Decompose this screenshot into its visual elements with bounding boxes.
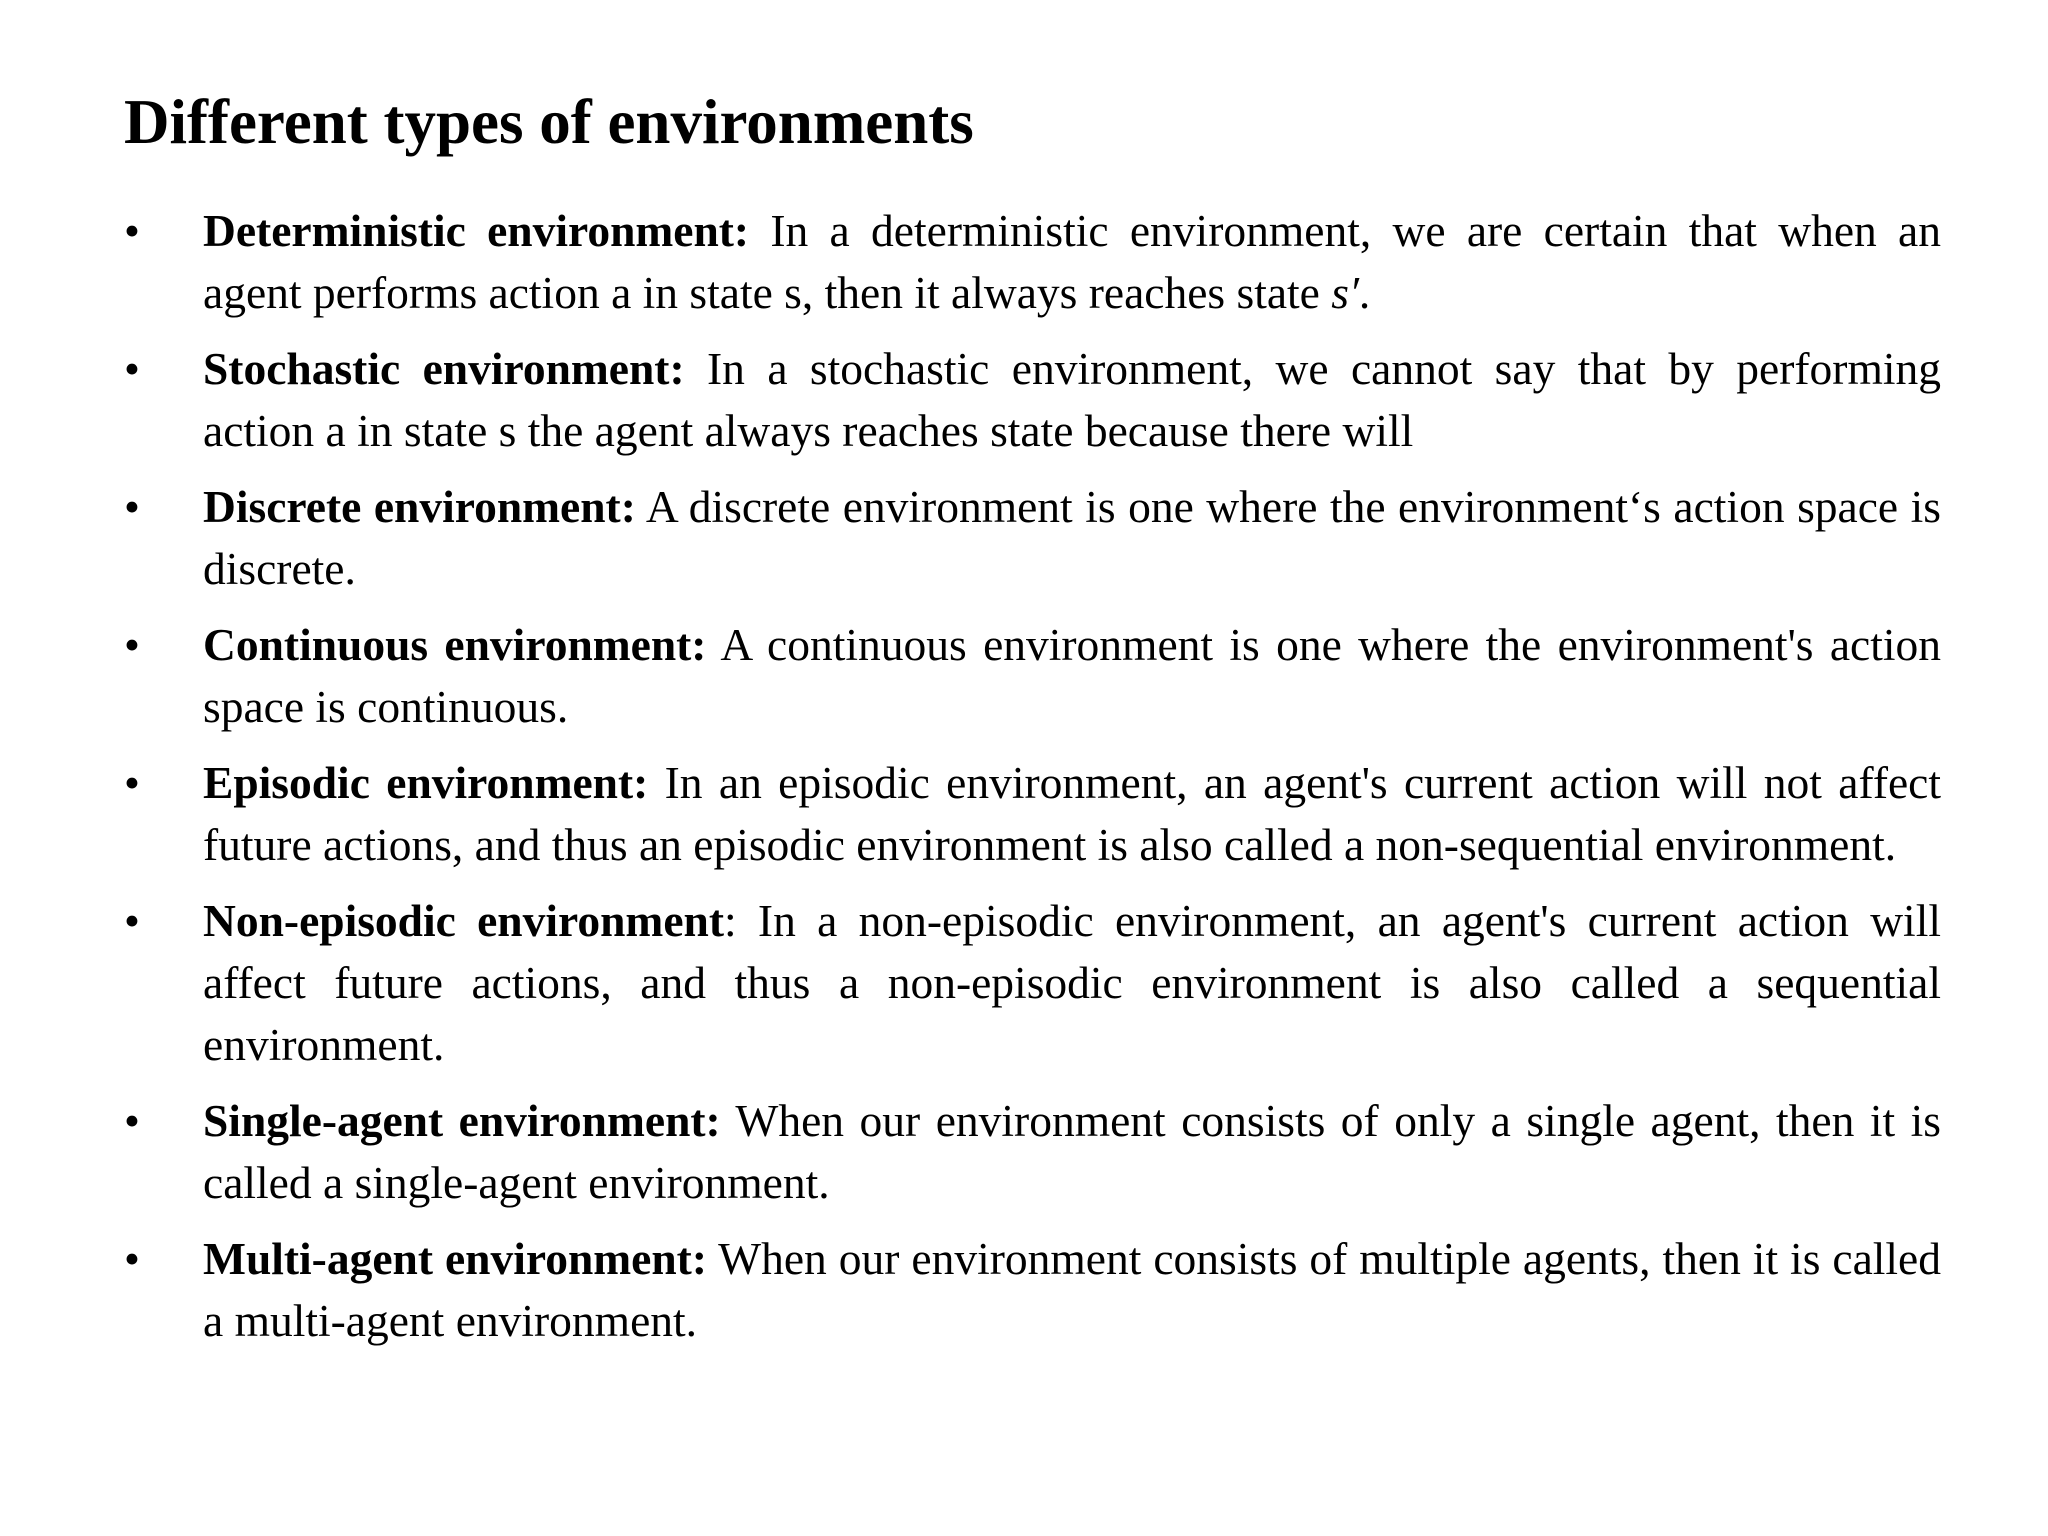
list-item-multi-agent [124, 1228, 1941, 1352]
bullet-icon: • [124, 619, 140, 670]
description-text: In an episodic environment, an agent's current action will not affect future actions, and thus an episodic environment is also called a non-sequential environment. [203, 757, 1942, 870]
list-item-discrete [124, 476, 1941, 600]
bullet-icon: • [124, 1095, 140, 1146]
term-label: Single-agent environment: [203, 1095, 721, 1146]
term-label: Discrete environment: [203, 481, 636, 532]
list-item-episodic [124, 752, 1941, 876]
list-item-continuous [124, 614, 1941, 738]
term-label: Deterministic environment: [203, 205, 750, 256]
description-text: When our environment consists of multiple agents, then it is called a multi-agent environment. [203, 1233, 1941, 1346]
term-label: Episodic environment: [203, 757, 649, 808]
bullet-icon: • [124, 343, 140, 394]
bullet-icon: • [124, 1233, 140, 1284]
description-text: When our environment consists of only a single agent, then it is called a single-agent environment. [203, 1095, 1941, 1208]
term-label: Non-episodic environment [203, 895, 724, 946]
list-item-single-agent [124, 1090, 1941, 1214]
state-symbol: s′ [1331, 267, 1359, 318]
bullet-icon: • [124, 205, 140, 256]
list-item-stochastic [124, 338, 1941, 462]
description-text: A continuous environment is one where the environment's action space is continuous. [203, 619, 1942, 732]
bullet-icon: • [124, 481, 140, 532]
term-label: Multi-agent environment: [203, 1233, 707, 1284]
description-text: In a deterministic environment, we are certain that when an agent performs action a in state s, then it always reaches state [203, 205, 1941, 318]
description-text: A discrete environment is one where the environment‘s action space is discrete. [203, 481, 1941, 594]
environment-types-list [124, 200, 1941, 1366]
description-text: : In a non-episodic environment, an agent's current action will affect future actions, and thus a non-episodic environment is also called a sequential environment. [203, 895, 1941, 1070]
slide-title: Different types of environments [124, 87, 974, 157]
term-label: Stochastic environment: [203, 343, 685, 394]
list-item-deterministic [124, 200, 1941, 324]
sentence-end: . [1358, 267, 1371, 318]
bullet-icon: • [124, 895, 140, 946]
term-label: Continuous environment: [203, 619, 707, 670]
list-item-non-episodic [124, 890, 1941, 1076]
description-text: In a stochastic environment, we cannot say that by performing action a in state s the agent always reaches state because there will [203, 343, 1941, 456]
bullet-icon: • [124, 757, 140, 808]
